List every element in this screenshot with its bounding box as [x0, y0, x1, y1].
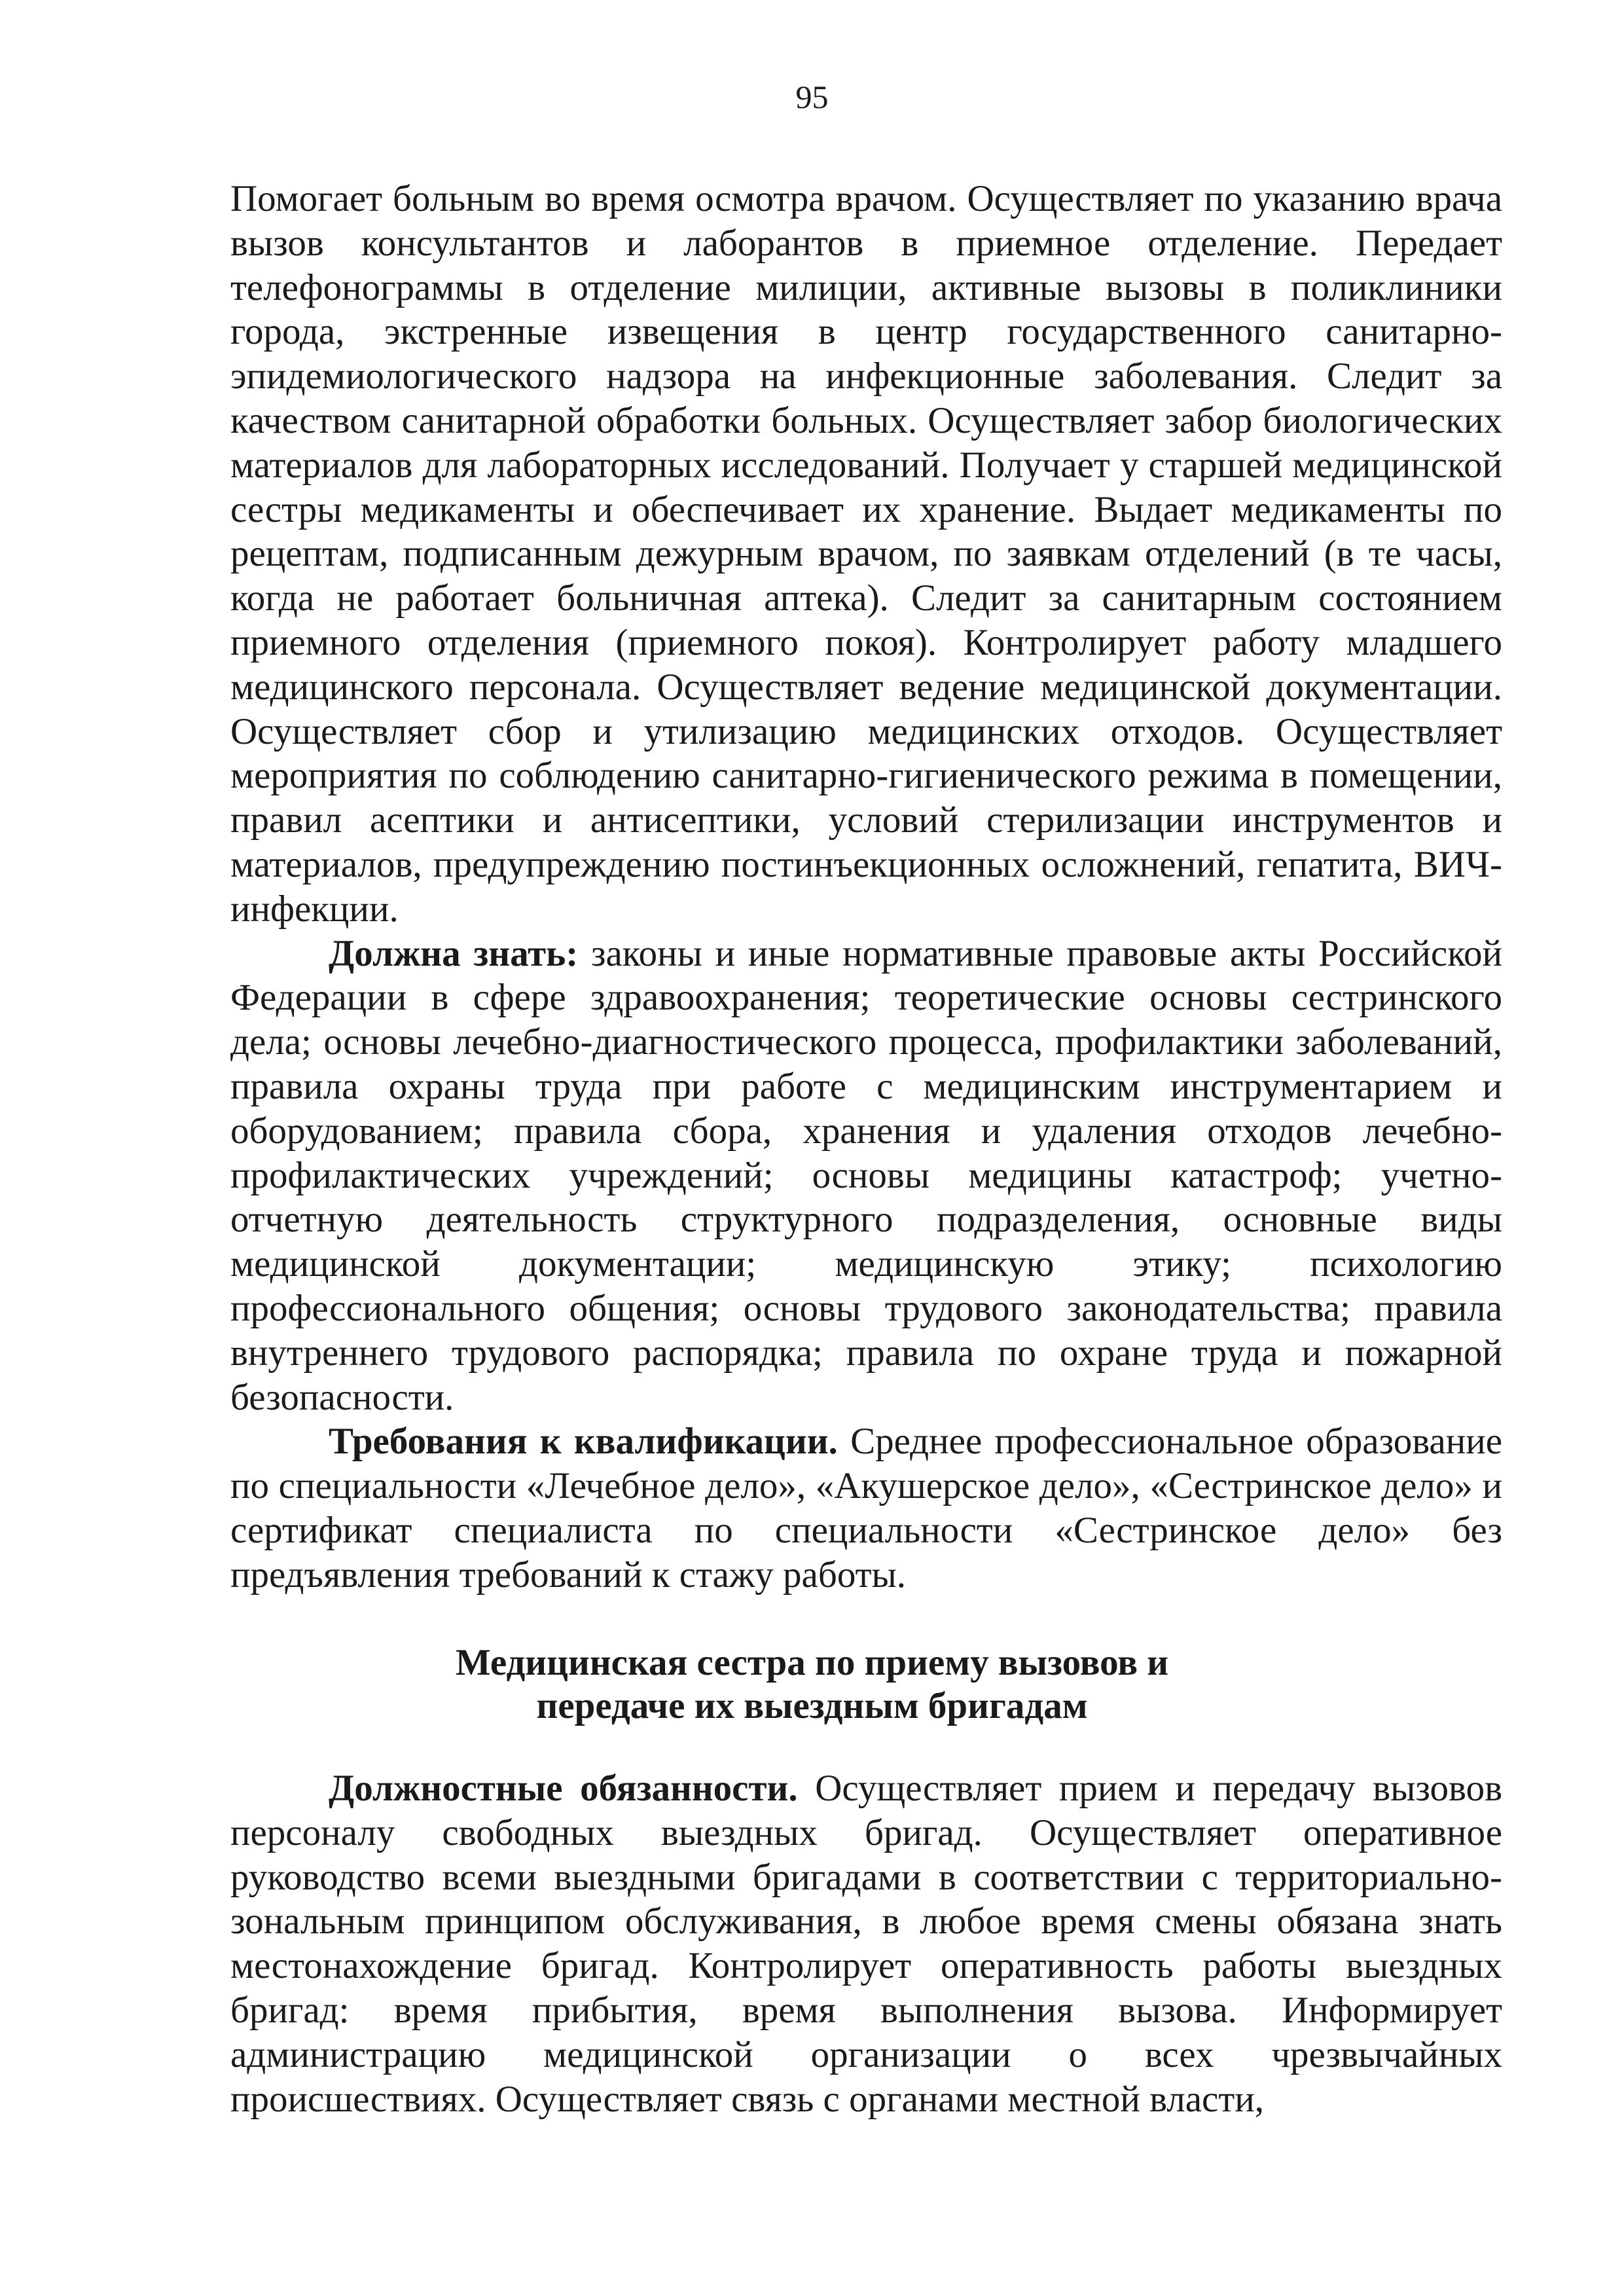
knowledge-paragraph: [230, 932, 1502, 1420]
section-title-line-2: передаче их выездным бригадам: [536, 1685, 1088, 1726]
document-body: [230, 177, 1502, 1597]
duties-label: Должностные обязанности.: [329, 1768, 798, 1809]
knowledge-text: законы и иные нормативные правовые акты Российской Федерации в сфере здравоохранения; теоретические основы сестринского дела; основы лечебно-диагностического процесса, профилактики заболеваний, правила охраны труда при работе с медицинским инструментарием и оборудованием; правила сбора, хранения и удаления отходов лечебно-профилактических учреждений; основы медицины катастроф; учетно-отчетную деятельность структурного подразделения, основные виды медицинской документации; медицинскую этику; психологию профессионального общения; основы трудового законодательства; правила внутреннего трудового распорядка; правила по охране труда и пожарной безопасности.: [230, 932, 1503, 1418]
section-title: [0, 1641, 1624, 1728]
qualification-label: Требования к квалификации.: [329, 1421, 838, 1463]
duties-paragraph: [230, 1766, 1502, 2121]
duties-text: Осуществляет прием и передачу вызовов персоналу свободных выездных бригад. Осуществляет оперативное руководство всеми выездными бригадами в соответствии с территориально-зональным принципом обслуживания, в любое время смены обязана знать местонахождение бригад. Контролирует оперативность работы выездных бригад: время прибытия, время выполнения вызова. Информирует администрацию медицинской организации о всех чрезвычайных происшествиях. Осуществляет связь с органами местной власти,: [230, 1768, 1502, 2120]
qualification-text: Среднее профессиональное образование по специальности «Лечебное дело», «Акушерское дело», «Сестринское дело» и сертификат специалиста по специальности «Сестринское дело» без предъявления требований к стажу работы.: [230, 1421, 1503, 1595]
knowledge-label: Должна знать:: [329, 932, 579, 974]
duties-continuation-paragraph: Помогает больным во время осмотра врачом. Осуществляет по указанию врача вызов консультантов и лаборантов в приемное отделение. Передает телефонограммы в отделение милиции, активные вызовы в поликлиники города, экстренные извещения в центр государственного санитарно-эпидемиологического надзора на инфекционные заболевания. Следит за качеством санитарной обработки больных. Осуществляет забор биологических материалов для лабораторных исследований. Получает у старшей медицинской сестры медикаменты и обеспечивает их хранение. Выдает медикаменты по рецептам, подписанным дежурным врачом, по заявкам отделений (в те часы, когда не работает больничная аптека). Следит за санитарным состоянием приемного отделения (приемного покоя). Контролирует работу младшего медицинского персонала. Осуществляет ведение медицинской документации. Осуществляет сбор и утилизацию медицинских отходов. Осуществляет мероприятия по соблюдению санитарно-гигиенического режима в помещении, правил асептики и антисептики, условий стерилизации инструментов и материалов, предупреждению постинъекционных осложнений, гепатита, ВИЧ-инфекции.: [230, 178, 1502, 930]
qualification-paragraph: [230, 1419, 1502, 1597]
duties-section-body: [230, 1766, 1502, 2121]
section-title-line-1: Медицинская сестра по приему вызовов и: [455, 1642, 1169, 1683]
page-number: 95: [795, 79, 829, 115]
